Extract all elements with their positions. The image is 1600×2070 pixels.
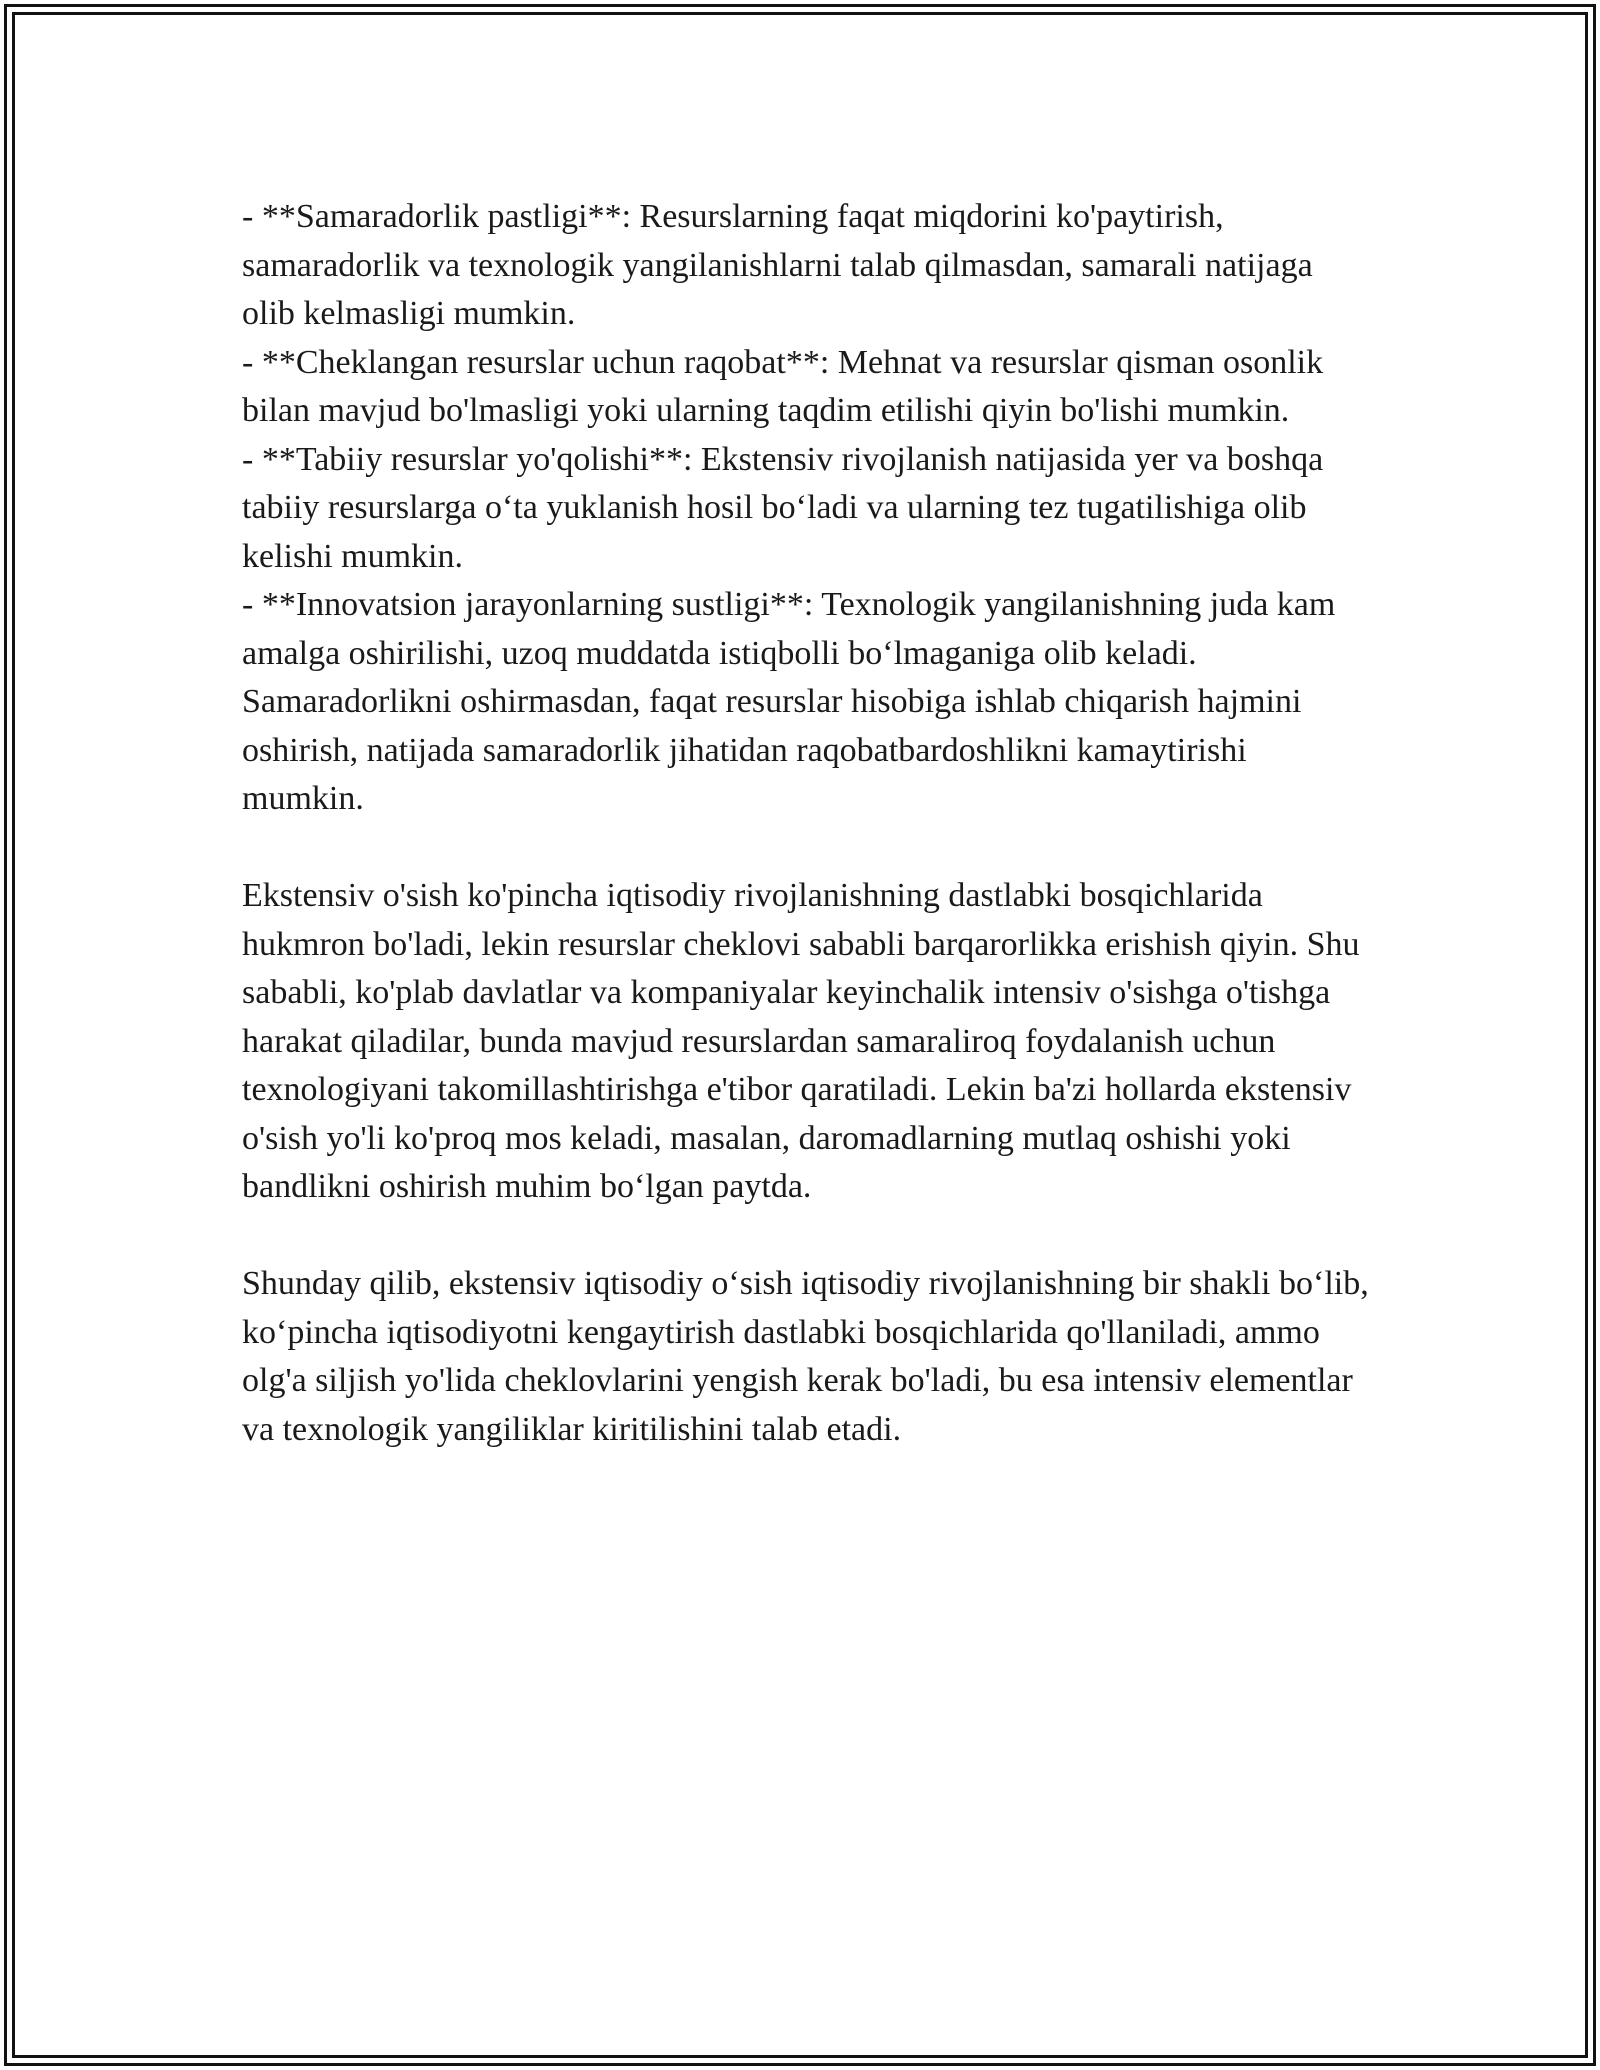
bullet-samaradorlik-pastligi: - **Samaradorlik pastligi**: Resurslarning faqat miqdorini ko'paytirish, samaradorlik va texnologik yangilanishlarni talab qilmasdan, samarali natijaga olib kelmasligi mumkin. [242, 198, 1313, 332]
paragraph-conclusion: Shunday qilib, ekstensiv iqtisodiy o‘sish iqtisodiy rivojlanishning bir shakli bo‘lib, ko‘pincha iqtisodiyotni kengaytirish dastlabki bosqichlarida qo'llaniladi, ammo olg'a siljish yo'lida cheklovlarini yengish kerak bo'ladi, bu esa intensiv elementlar va texnologik yangiliklar kiritilishini talab etadi. [242, 1265, 1369, 1448]
document-body [242, 193, 1372, 1454]
bullet-innovatsion-jarayonlar: - **Innovatsion jarayonlarning sustligi**: Texnologik yangilanishning juda kam amalga oshirilishi, uzoq muddatda istiqbolli bo‘lmaganiga olib keladi. Samaradorlikni oshirmasdan, faqat resurslar hisobiga ishlab chiqarish hajmini oshirish, natijada samaradorlik jihatidan raqobatbardoshlikni kamaytirishi mumkin. [242, 586, 1336, 817]
bullet-cheklangan-resurslar: - **Cheklangan resurslar uchun raqobat**: Mehnat va resurslar qisman osonlik bilan mavjud bo'lmasligi yoki ularning taqdim etilishi qiyin bo'lishi mumkin. [242, 343, 1324, 429]
page-frame [4, 4, 1596, 2066]
bullet-tabiiy-resurslar: - **Tabiiy resurslar yo'qolishi**: Ekstensiv rivojlanish natijasida yer va boshqa tabiiy resurslarga o‘ta yuklanish hosil bo‘ladi va ularning tez tugatilishiga olib kelishi mumkin. [242, 440, 1324, 575]
paragraph-ekstensiv-osish: Ekstensiv o'sish ko'pincha iqtisodiy rivojlanishning dastlabki bosqichlarida hukmron bo'ladi, lekin resurslar cheklovi sababli barqarorlikka erishish qiyin. Shu sababli, ko'plab davlatlar va kompaniyalar keyinchalik intensiv o'sishga o'tishga harakat qiladilar, bunda mavjud resurslardan samaraliroq foydalanish uchun texnologiyani takomillashtirishga e'tibor qaratiladi. Lekin ba'zi hollarda ekstensiv o'sish yo'li ko'proq mos keladi, masalan, daromadlarning mutlaq oshishi yoki bandlikni oshirish muhim bo‘lgan paytda. [242, 877, 1360, 1205]
